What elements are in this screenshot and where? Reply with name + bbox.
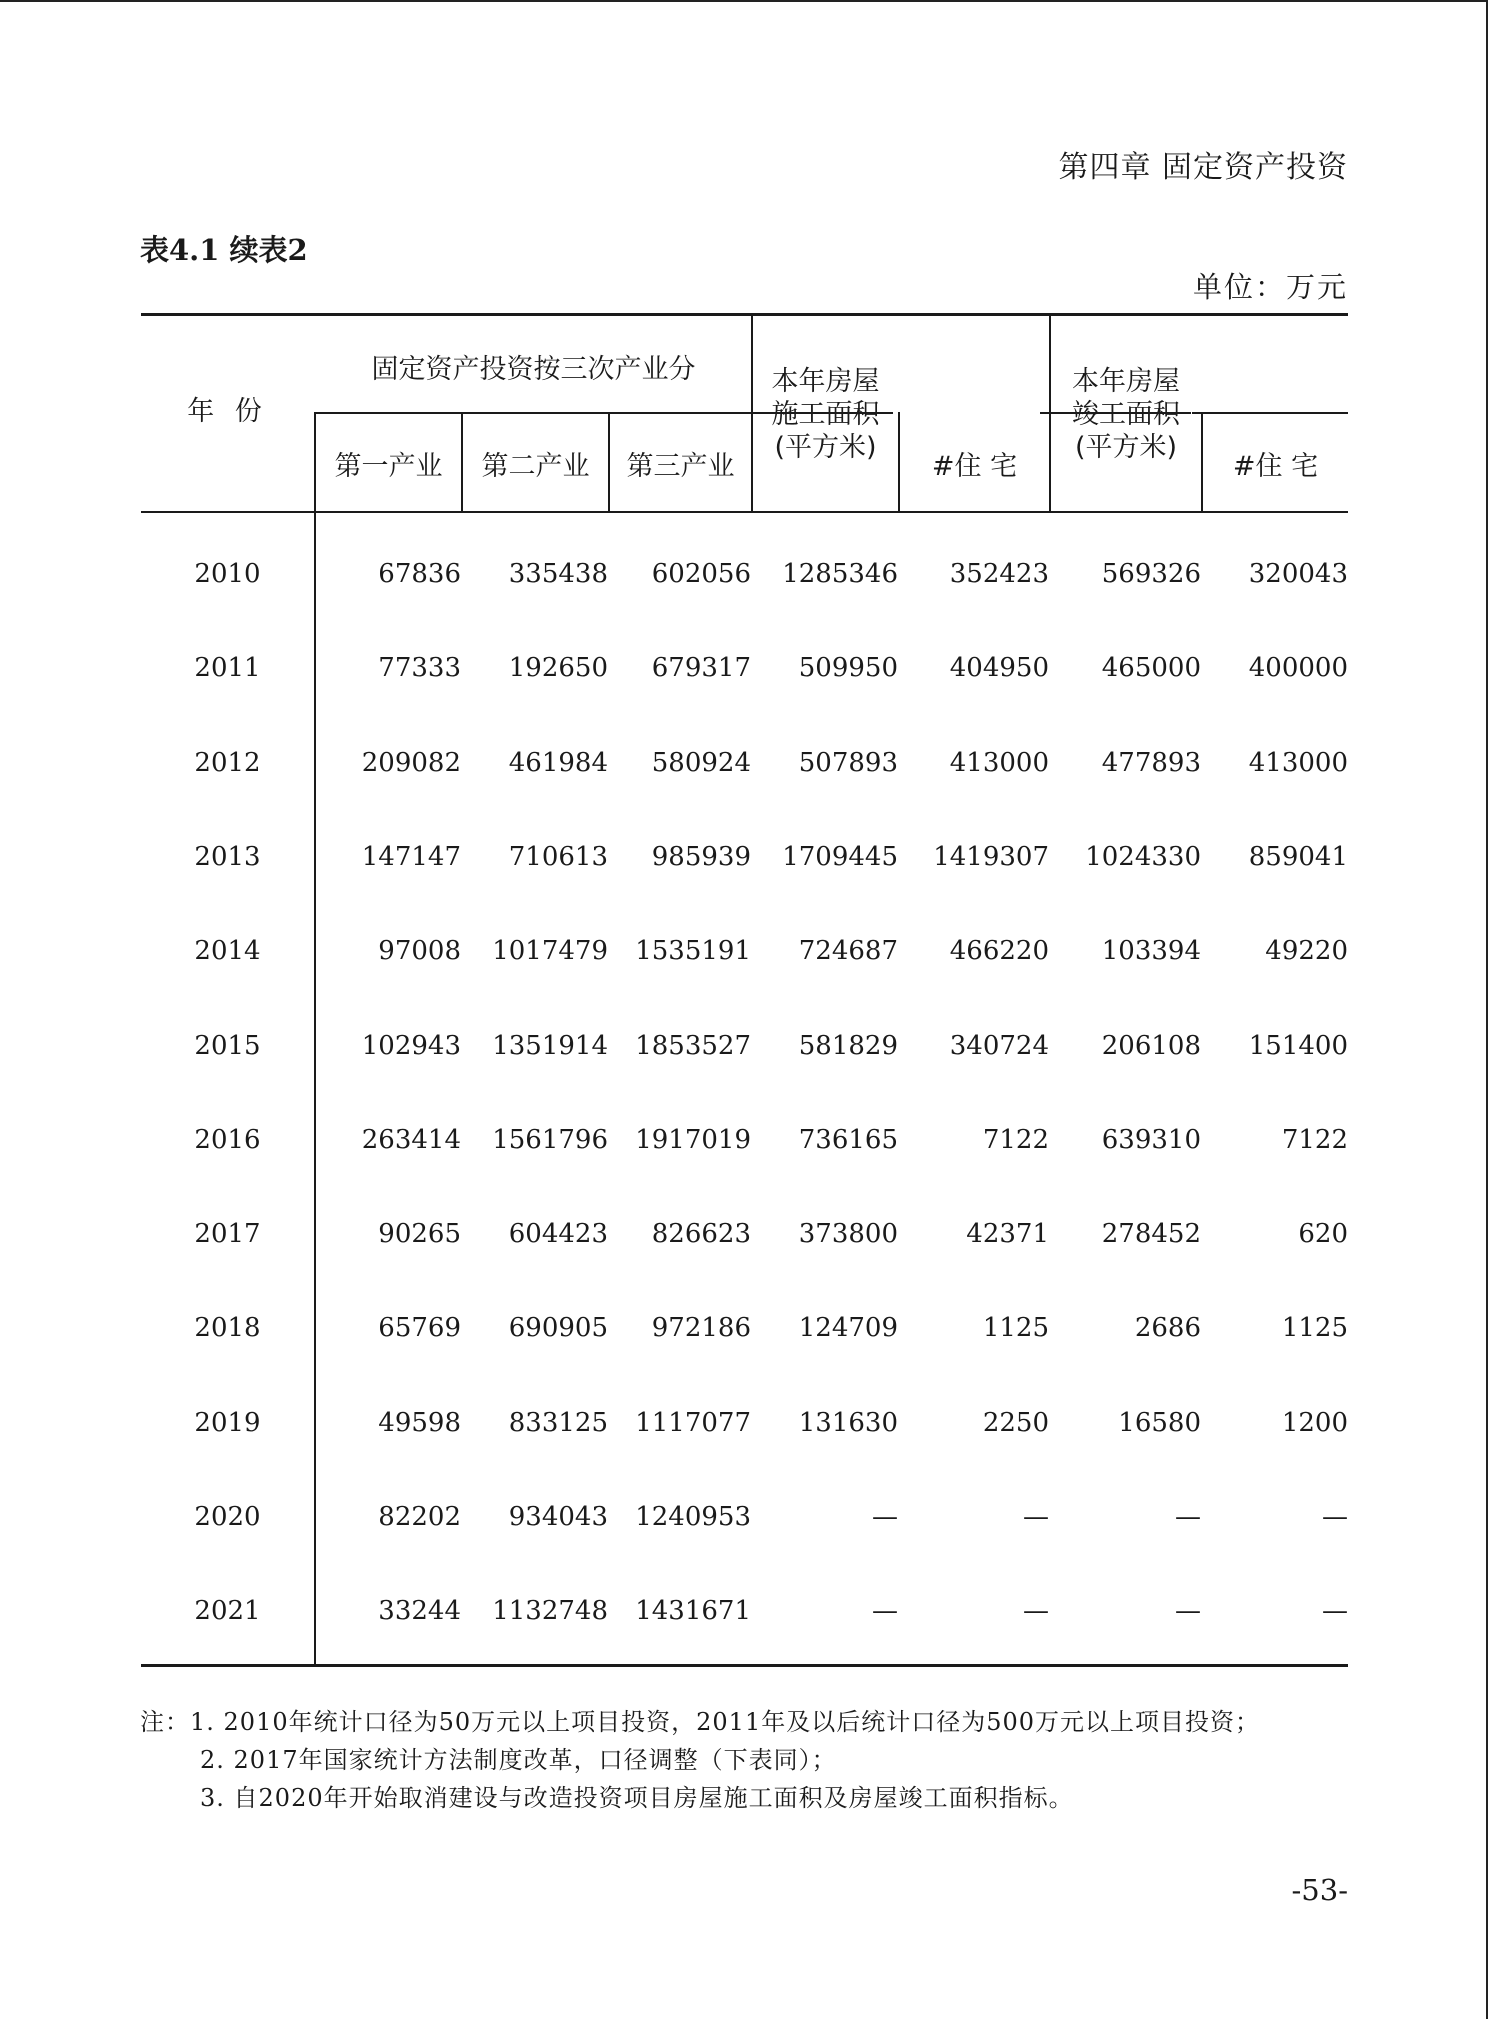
cell-secondary: 461984 [508,748,608,778]
table-bottom-rule [141,1664,1348,1667]
data-table [141,313,1348,1667]
cell-completed-residential: 49220 [1265,936,1348,966]
cell-construction-residential: — [1023,1502,1049,1532]
cell-primary: 33244 [378,1596,461,1626]
cell-tertiary: 1240953 [635,1502,751,1532]
table-title: 表4.1 续表2 [140,233,308,267]
cell-construction-area: — [872,1502,898,1532]
cell-year: 2012 [194,748,261,778]
cell-completed-residential: 400000 [1248,653,1348,683]
cell-construction-area: 581829 [798,1031,898,1061]
cell-year: 2013 [194,842,261,872]
cell-completed-residential: — [1322,1596,1348,1626]
cell-construction-residential: 2250 [982,1408,1049,1438]
cell-completed-area: 103394 [1101,936,1201,966]
header-year: 年 份 [187,396,268,427]
cell-completed-area: 639310 [1101,1125,1201,1155]
cell-secondary: 1017479 [492,936,608,966]
header-completed-residential: #住 宅 [1232,451,1319,482]
header-sub-rule-completed [1192,412,1348,414]
cell-completed-area: 278452 [1101,1219,1201,1249]
cell-completed-area: 465000 [1101,653,1201,683]
cell-year: 2014 [194,936,261,966]
cell-completed-residential: 620 [1298,1219,1348,1249]
cell-construction-area: 124709 [798,1313,898,1343]
cell-completed-residential: 413000 [1248,748,1348,778]
header-primary: 第一产业 [334,451,443,482]
cell-completed-area: 206108 [1101,1031,1201,1061]
cell-tertiary: 1917019 [635,1125,751,1155]
cell-completed-area: 477893 [1101,748,1201,778]
header-completed-area: 本年房屋 竣工面积 (平方米) [1072,366,1180,463]
cell-year: 2020 [194,1502,261,1532]
cell-completed-residential: 1125 [1281,1313,1348,1343]
cell-completed-residential: — [1322,1502,1348,1532]
cell-year: 2011 [194,653,261,683]
cell-primary: 77333 [378,653,461,683]
cell-primary: 102943 [361,1031,461,1061]
cell-primary: 65769 [378,1313,461,1343]
cell-construction-residential: 42371 [966,1219,1049,1249]
table-top-rule [141,313,1348,316]
cell-completed-residential: 151400 [1248,1031,1348,1061]
cell-construction-area: — [872,1596,898,1626]
cell-primary: 67836 [378,559,461,589]
cell-secondary: 1561796 [492,1125,608,1155]
page-number: -53- [1291,1873,1348,1907]
cell-completed-residential: 320043 [1248,559,1348,589]
cell-year: 2017 [194,1219,261,1249]
cell-secondary: 934043 [508,1502,608,1532]
cell-year: 2018 [194,1313,261,1343]
cell-secondary: 604423 [508,1219,608,1249]
header-secondary: 第二产业 [481,451,590,482]
cell-primary: 90265 [378,1219,461,1249]
cell-tertiary: 1117077 [635,1408,751,1438]
chapter-heading: 第四章 固定资产投资 [1058,150,1348,185]
cell-tertiary: 580924 [651,748,751,778]
cell-completed-area: 569326 [1101,559,1201,589]
cell-construction-residential: 413000 [949,748,1049,778]
cell-secondary: 192650 [508,653,608,683]
cell-secondary: 1351914 [492,1031,608,1061]
header-construction-area: 本年房屋 施工面积 (平方米) [771,366,880,463]
header-industry-group: 固定资产投资按三次产业分 [371,354,696,385]
cell-year: 2021 [194,1596,261,1626]
cell-construction-residential: 352423 [949,559,1049,589]
cell-construction-residential: — [1023,1596,1049,1626]
cell-construction-area: 1285346 [782,559,898,589]
cell-secondary: 710613 [508,842,608,872]
header-bottom-rule [141,511,1348,513]
table-unit: 单位：万元 [1192,270,1348,304]
cell-completed-residential: 7122 [1281,1125,1348,1155]
note-1: 注：1. 2010年统计口径为50万元以上项目投资，2011年及以后统计口径为500万元以上项目投资； [140,1708,1261,1736]
note-2: 2. 2017年国家统计方法制度改革，口径调整（下表同）； [200,1746,837,1774]
header-tertiary: 第三产业 [626,451,735,482]
cell-primary: 263414 [361,1125,461,1155]
cell-completed-area: 1024330 [1085,842,1201,872]
cell-tertiary: 679317 [651,653,751,683]
cell-tertiary: 602056 [651,559,751,589]
cell-secondary: 690905 [508,1313,608,1343]
cell-construction-area: 131630 [798,1408,898,1438]
notes-section [140,1703,1360,1817]
cell-construction-area: 736165 [798,1125,898,1155]
cell-construction-residential: 466220 [949,936,1049,966]
cell-construction-area: 507893 [798,748,898,778]
cell-secondary: 335438 [508,559,608,589]
cell-construction-residential: 340724 [949,1031,1049,1061]
cell-completed-area: — [1175,1502,1201,1532]
cell-completed-residential: 1200 [1281,1408,1348,1438]
cell-primary: 49598 [378,1408,461,1438]
cell-tertiary: 985939 [651,842,751,872]
cell-primary: 209082 [361,748,461,778]
cell-secondary: 1132748 [492,1596,608,1626]
cell-construction-area: 373800 [798,1219,898,1249]
cell-primary: 97008 [378,936,461,966]
cell-tertiary: 1431671 [635,1596,751,1626]
cell-completed-area: 2686 [1134,1313,1201,1343]
header-construction-residential: #住 宅 [931,451,1018,482]
cell-year: 2019 [194,1408,261,1438]
note-3: 3. 自2020年开始取消建设与改造投资项目房屋施工面积及房屋竣工面积指标。 [200,1784,1074,1812]
cell-year: 2016 [194,1125,261,1155]
cell-construction-residential: 1419307 [933,842,1049,872]
cell-tertiary: 972186 [651,1313,751,1343]
cell-completed-residential: 859041 [1248,842,1348,872]
cell-construction-residential: 404950 [949,653,1049,683]
page-top-border [0,0,1488,2]
cell-completed-area: — [1175,1596,1201,1626]
cell-secondary: 833125 [508,1408,608,1438]
cell-primary: 82202 [378,1502,461,1532]
cell-primary: 147147 [361,842,461,872]
cell-completed-area: 16580 [1118,1408,1201,1438]
cell-year: 2010 [194,559,261,589]
cell-construction-residential: 7122 [982,1125,1049,1155]
cell-year: 2015 [194,1031,261,1061]
cell-construction-area: 724687 [798,936,898,966]
cell-construction-area: 509950 [798,653,898,683]
cell-construction-residential: 1125 [982,1313,1049,1343]
cell-construction-area: 1709445 [782,842,898,872]
cell-tertiary: 826623 [651,1219,751,1249]
cell-tertiary: 1853527 [635,1031,751,1061]
cell-tertiary: 1535191 [635,936,751,966]
